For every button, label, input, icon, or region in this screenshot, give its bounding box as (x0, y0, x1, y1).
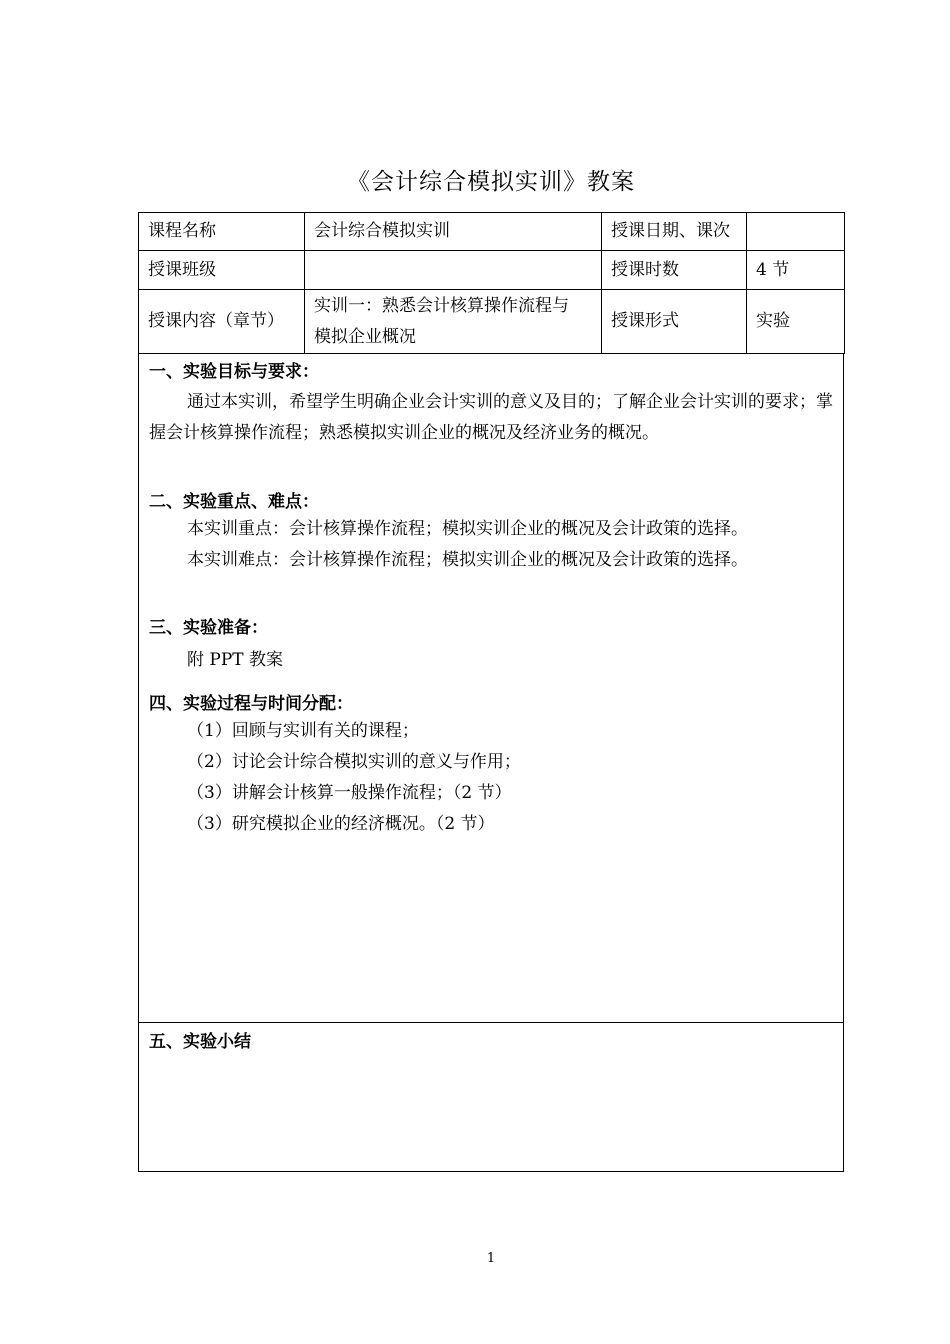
table-row (139, 251, 845, 290)
hours-label: 授课时数 (602, 251, 747, 290)
course-name-label: 课程名称 (139, 213, 305, 251)
form-value: 实验 (747, 290, 845, 354)
content-value (305, 290, 602, 354)
section-heading-process: 四、实验过程与时间分配： (149, 694, 353, 714)
table-row (139, 213, 845, 251)
list-item: （3）研究模拟企业的经济概况。（2 节） (187, 814, 495, 834)
content-value-line2: 模拟企业概况 (314, 326, 416, 347)
list-item: （1）回顾与实训有关的课程； (187, 721, 419, 741)
key-point-line: 本实训重点：会计核算操作流程；模拟实训企业的概况及会计政策的选择。 (187, 519, 748, 539)
summary-cell (138, 1022, 844, 1172)
preparation-line: 附 PPT 教案 (187, 650, 284, 670)
course-info-table (138, 212, 845, 354)
hours-value: 4 节 (747, 251, 845, 290)
difficult-point-line: 本实训难点：会计核算操作流程；模拟实训企业的概况及会计政策的选择。 (187, 550, 748, 570)
table-row (139, 290, 845, 354)
page-number: 1 (486, 1251, 496, 1266)
course-name-value: 会计综合模拟实训 (305, 213, 602, 251)
content-value-line1: 实训一：熟悉会计核算操作流程与 (314, 295, 569, 316)
date-value (747, 213, 845, 251)
class-label: 授课班级 (139, 251, 305, 290)
class-value (305, 251, 602, 290)
goals-text: 通过本实训，希望学生明确企业会计实训的意义及目的；了解企业会计实训的要求；掌握会计核算操作流程；熟悉模拟实训企业的概况及经济业务的概况。 (149, 392, 833, 443)
date-label: 授课日期、课次 (602, 213, 747, 251)
section-heading-goals: 一、实验目标与要求： (149, 362, 319, 382)
document-title: 《会计综合模拟实训》教案 (347, 169, 635, 195)
section-heading-summary: 五、实验小结 (149, 1032, 251, 1052)
lesson-body-cell (138, 353, 844, 1023)
form-label: 授课形式 (602, 290, 747, 354)
list-item: （3）讲解会计核算一般操作流程；（2 节） (187, 783, 512, 803)
content-label: 授课内容（章节） (139, 290, 305, 354)
section-heading-preparation: 三、实验准备： (149, 618, 268, 638)
list-item: （2）讨论会计综合模拟实训的意义与作用； (187, 752, 521, 772)
section-heading-key-points: 二、实验重点、难点： (149, 492, 319, 512)
